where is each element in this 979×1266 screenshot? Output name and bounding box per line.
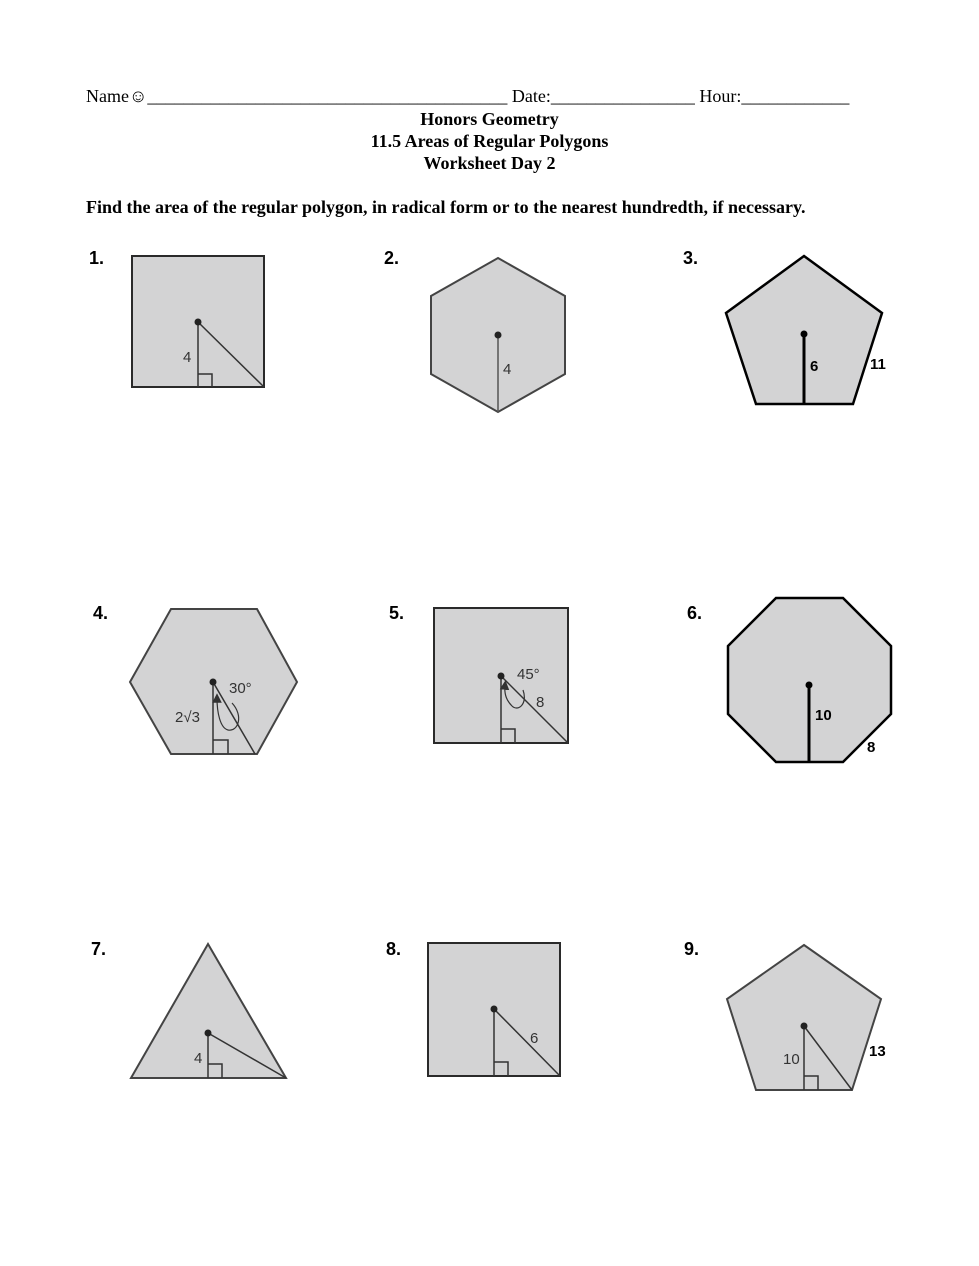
figure-4-apothem-label: 2√3 [175,709,200,726]
problem-number-2: 2. [384,248,400,268]
figure-4-hexagon [130,609,297,754]
figure-3-side-label: 11 [870,356,886,373]
figure-6-apothem-label: 10 [815,707,832,724]
figure-3-pentagon [726,256,886,404]
figure-2-apothem-label: 4 [503,361,512,378]
date-field[interactable]: ________________ [550,86,695,106]
figure-2-hexagon [431,258,565,412]
date-label: Date: [511,86,551,106]
problem-number-7: 7. [91,939,107,959]
problem-number-5: 5. [389,603,405,623]
figure-8-radius-label: 6 [530,1030,539,1047]
figure-3-apothem-label: 6 [810,358,819,375]
problem-number-9: 9. [684,939,700,959]
instructions: Find the area of the regular polygon, in radical form or to the nearest hundredth, if necessary. [86,197,806,217]
problem-number-6: 6. [687,603,703,623]
figure-9-side-label: 13 [869,1043,886,1060]
hour-label: Hour: [699,86,742,106]
figure-6-octagon [728,598,891,762]
figure-5-angle-label: 45° [517,666,540,683]
name-field[interactable]: ________________________________________ [147,86,508,106]
figure-7-triangle [131,944,286,1078]
name-label: Name☺ [86,86,148,106]
figure-9-apothem-label: 10 [783,1051,800,1068]
worksheet-title: Worksheet Day 2 [423,153,556,173]
figure-4-angle-label: 30° [229,680,252,697]
figure-7-apothem-label: 4 [194,1050,203,1067]
figure-9-pentagon [727,945,886,1090]
hour-field[interactable]: ____________ [741,86,850,106]
problem-number-3: 3. [683,248,699,268]
figure-5-square [434,608,568,743]
figure-8-square [428,943,560,1076]
section-title: 11.5 Areas of Regular Polygons [370,131,609,151]
figure-1-apothem-label: 4 [183,349,192,366]
figure-1-square [132,256,264,387]
problem-number-8: 8. [386,939,402,959]
problem-number-4: 4. [93,603,109,623]
problem-number-1: 1. [89,248,105,268]
figure-6-side-label: 8 [867,739,876,756]
course-title: Honors Geometry [420,109,559,129]
figure-5-radius-label: 8 [536,694,545,711]
